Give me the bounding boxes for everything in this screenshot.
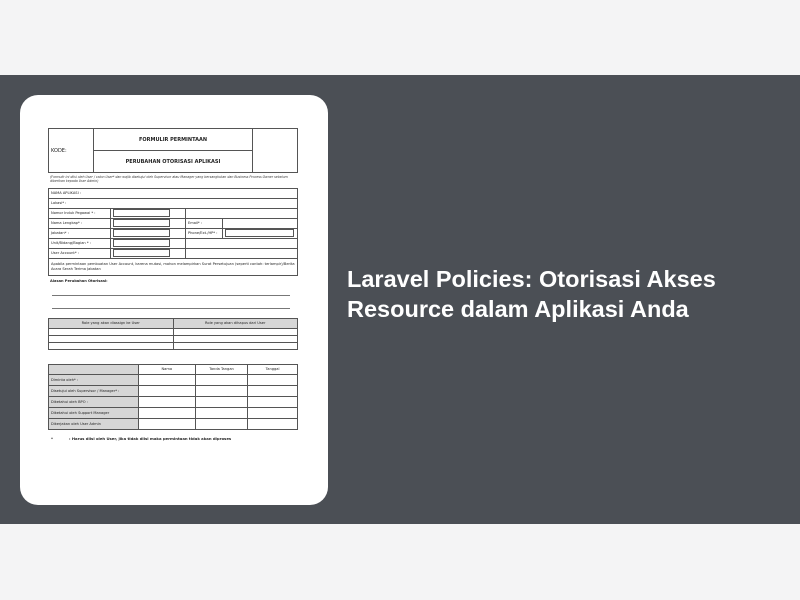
applicant-table [48, 188, 298, 276]
request-form-image [48, 128, 298, 441]
form-title-1: FORMULIR PERMINTAAN [94, 129, 253, 151]
field-email: Email* : [185, 218, 222, 228]
form-note: (Formulir ini diisi oleh User / calon User* dan wajib disetujui oleh Supervisor atau Manager yang bersangkutan dan Business Process Owner sebelum diberikan kepada User Admin) [50, 175, 288, 184]
field-apabila: Apabila permintaan pembuatan User Account, karena mutasi, mohon melampirkan Surat Persetujuan (seperti contoh: terlampir)/Berita Acara Serah Terima Jabatan [49, 258, 298, 275]
field-jabatan: Jabatan* : [49, 228, 111, 238]
sign-row-disetujui: Disetujui oleh Supervisor / Manager* : [49, 385, 139, 396]
form-title-2: PERUBAHAN OTORISASI APLIKASI [94, 151, 253, 173]
sign-row-bpo: Diketahui oleh BPO : [49, 396, 139, 407]
field-nama: Nama Lengkap* : [49, 218, 111, 228]
kode-label: KODE: [49, 129, 94, 173]
sign-header-tanggal: Tanggal [248, 364, 298, 374]
reason-line-2 [52, 296, 290, 309]
field-nama-aplikasi: NAMA APLIKASI : [49, 188, 298, 198]
footnote [48, 436, 298, 441]
sign-row-admin: Dikerjakan oleh User Admin [49, 418, 139, 429]
document-card [20, 95, 328, 505]
field-lokasi: Lokasi* : [49, 198, 298, 208]
sign-header-tanda: Tanda Tangan [195, 364, 247, 374]
sign-header-nama: Nama [138, 364, 195, 374]
signature-table [48, 364, 298, 430]
footnote-text: : Harus diisi oleh User, jika tidak diisi maka permintaan tidak akan diproses [69, 435, 232, 441]
field-nip: Nomor Induk Pegawai * : [49, 208, 111, 218]
alasan-label: Alasan Perubahan Otorisasi: [50, 278, 108, 283]
role-table [48, 318, 298, 350]
field-phone: Phone/Ext./HP* : [185, 228, 222, 238]
article-headline: Laravel Policies: Otorisasi Akses Resource dalam Aplikasi Anda [347, 266, 716, 322]
sign-row-diminta: Diminta oleh* : [49, 374, 139, 385]
field-unit: Unit/Bidang/Bagian * : [49, 238, 111, 248]
role-assign-header: Role yang akan diassign ke User [49, 318, 174, 328]
header-blank [253, 129, 298, 173]
footnote-star: * [51, 435, 53, 441]
nip-box [111, 208, 186, 218]
sign-row-support: Diketahui oleh Support Manager [49, 407, 139, 418]
form-header [48, 128, 298, 173]
reason-line-1 [52, 283, 290, 296]
role-remove-header: Role yang akan dihapus dari User [173, 318, 298, 328]
field-user-account: User Account* : [49, 248, 111, 258]
